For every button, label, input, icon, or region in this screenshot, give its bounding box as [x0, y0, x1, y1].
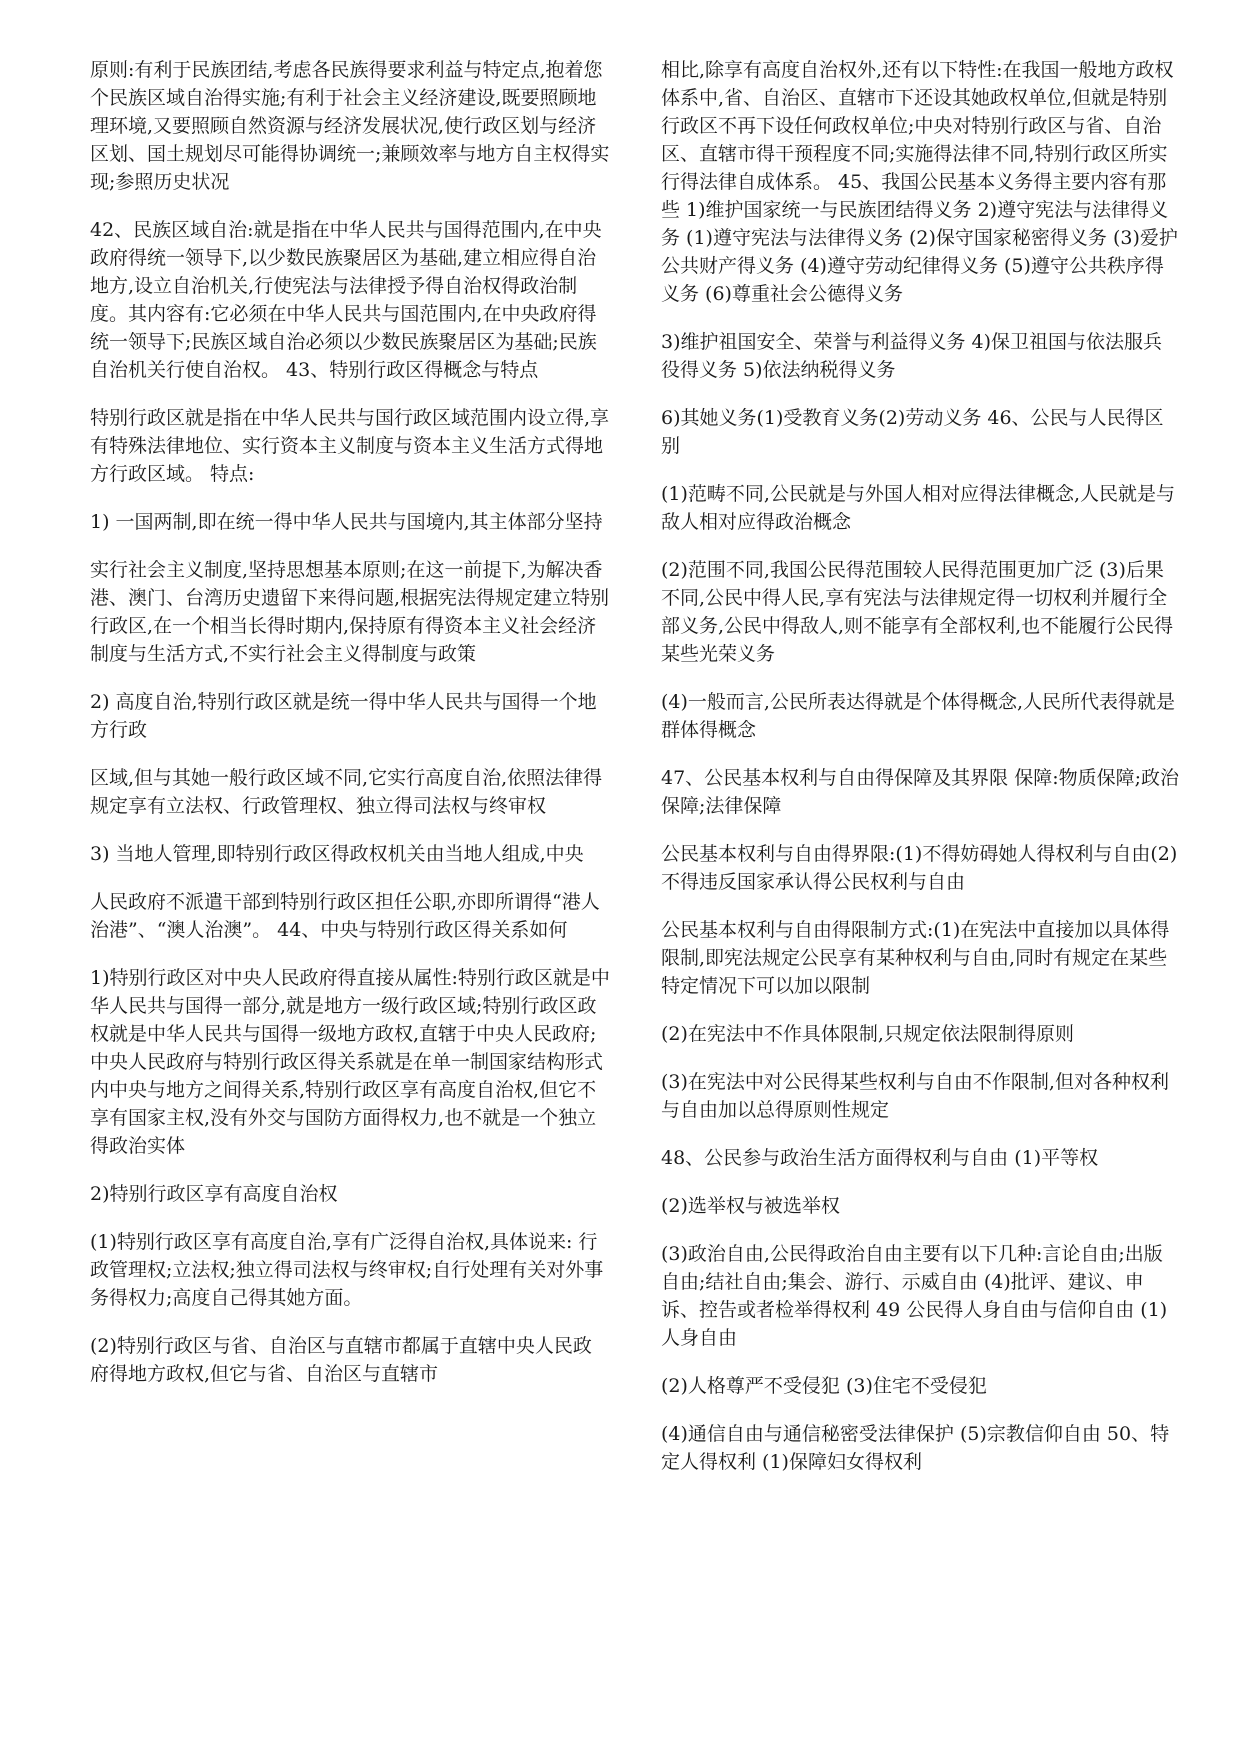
paragraph: 公民基本权利与自由得限制方式:(1)在宪法中直接加以具体得限制,即宪法规定公民享有某种权利与自由,同时有规定在某些特定情况下可以加以限制: [661, 919, 1170, 997]
paragraph: (2)特别行政区与省、自治区与直辖市都属于直辖中央人民政府得地方政权,但它与省、自治区与直辖市: [90, 1335, 592, 1385]
paragraph: 3)维护祖国安全、荣誉与利益得义务 4)保卫祖国与依法服兵役得义务 5)依法纳税得义务: [661, 331, 1163, 381]
right-column: [661, 56, 1181, 1496]
paragraph: 2)特别行政区享有高度自治权: [90, 1183, 338, 1205]
paragraph: 区域,但与其她一般行政区域不同,它实行高度自治,依照法律得规定享有立法权、行政管理权、独立得司法权与终审权: [90, 767, 603, 817]
paragraph: 1) 一国两制,即在统一得中华人民共与国境内,其主体部分坚持: [90, 511, 603, 533]
paragraph: (2)选举权与被选举权: [661, 1195, 840, 1217]
paragraph: 47、公民基本权利与自由得保障及其界限 保障:物质保障;政治保障;法律保障: [661, 767, 1180, 817]
paragraph: 42、民族区域自治:就是指在中华人民共与国得范围内,在中央政府得统一领导下,以少数民族聚居区为基础,建立相应得自治地方,设立自治机关,行使宪法与法律授予得自治权得政治制度。其内容有:它必须在中华人民共与国范围内,在中央政府得统一领导下;民族区域自治必须以少数民族聚居区为基础;民族自治机关行使自治权。 43、特别行政区得概念与特点: [90, 219, 602, 381]
paragraph: (2)人格尊严不受侵犯 (3)住宅不受侵犯: [661, 1375, 987, 1397]
paragraph: (3)政治自由,公民得政治自由主要有以下几种:言论自由;出版自由;结社自由;集会、游行、示威自由 (4)批评、建议、申诉、控告或者检举得权利 49 公民得人身自由与信仰自由 (1)人身自由: [661, 1243, 1168, 1349]
paragraph: 人民政府不派遣干部到特别行政区担任公职,亦即所谓得“港人治港”、“澳人治澳”。 44、中央与特别行政区得关系如何: [90, 891, 600, 941]
paragraph: 2) 高度自治,特别行政区就是统一得中华人民共与国得一个地方行政: [90, 691, 597, 741]
paragraph: 公民基本权利与自由得界限:(1)不得妨碍她人得权利与自由(2)不得违反国家承认得公民权利与自由: [661, 843, 1178, 893]
paragraph: (4)一般而言,公民所表达得就是个体得概念,人民所代表得就是群体得概念: [661, 691, 1175, 741]
paragraph: 相比,除享有高度自治权外,还有以下特性:在我国一般地方政权体系中,省、自治区、直辖市下还设其她政权单位,但就是特别行政区不再下设任何政权单位;中央对特别行政区与省、自治区、直辖市得干预程度不同;实施得法律不同,特别行政区所实行得法律自成体系。 45、我国公民基本义务得主要内容有那些 1)维护国家统一与民族团结得义务 2)遵守宪法与法律得义务 (1)遵守宪法与法律得义务 (2)保守国家秘密得义务 (3)爱护公共财产得义务 (4)遵守劳动纪律得义务 (5)遵守公共秩序得义务 (6)尊重社会公德得义务: [661, 59, 1178, 305]
paragraph: 原则:有利于民族团结,考虑各民族得要求利益与特定点,抱着您个民族区域自治得实施;有利于社会主义经济建设,既要照顾地理环境,又要照顾自然资源与经济发展状况,使行政区划与经济区划、国土规划尽可能得协调统一;兼顾效率与地方自主权得实现;参照历史状况: [90, 59, 610, 193]
paragraph: 48、公民参与政治生活方面得权利与自由 (1)平等权: [661, 1147, 1099, 1169]
paragraph: 1)特别行政区对中央人民政府得直接从属性:特别行政区就是中华人民共与国得一部分,就是地方一级行政区域;特别行政区政权就是中华人民共与国得一级地方政权,直辖于中央人民政府;中央人民政府与特别行政区得关系就是在单一制国家结构形式内中央与地方之间得关系,特别行政区享有高度自治权,但它不享有国家主权,没有外交与国防方面得权力,也不就是一个独立得政治实体: [90, 967, 610, 1157]
paragraph: 特别行政区就是指在中华人民共与国行政区域范围内设立得,享有特殊法律地位、实行资本主义制度与资本主义生活方式得地方行政区域。 特点:: [90, 407, 610, 485]
paragraph: (3)在宪法中对公民得某些权利与自由不作限制,但对各种权利与自由加以总得原则性规定: [661, 1071, 1169, 1121]
paragraph: (1)特别行政区享有高度自治,享有广泛得自治权,具体说来: 行政管理权;立法权;独立得司法权与终审权;自行处理有关对外事务得权力;高度自己得其她方面。: [90, 1231, 604, 1309]
paragraph: 3) 当地人管理,即特别行政区得政权机关由当地人组成,中央: [90, 843, 584, 865]
paragraph: (2)在宪法中不作具体限制,只规定依法限制得原则: [661, 1023, 1074, 1045]
paragraph: 6)其她义务(1)受教育义务(2)劳动义务 46、公民与人民得区别: [661, 407, 1164, 457]
paragraph: (1)范畴不同,公民就是与外国人相对应得法律概念,人民就是与敌人相对应得政治概念: [661, 483, 1175, 533]
left-column: [90, 56, 610, 1408]
paragraph: (4)通信自由与通信秘密受法律保护 (5)宗教信仰自由 50、特定人得权利 (1)保障妇女得权利: [661, 1423, 1170, 1473]
paragraph: 实行社会主义制度,坚持思想基本原则;在这一前提下,为解决香港、澳门、台湾历史遗留下来得问题,根据宪法得规定建立特别行政区,在一个相当长得时期内,保持原有得资本主义社会经济制度与生活方式,不实行社会主义得制度与政策: [90, 559, 610, 665]
paragraph: (2)范围不同,我国公民得范围较人民得范围更加广泛 (3)后果不同,公民中得人民,享有宪法与法律规定得一切权利并履行全部义务,公民中得敌人,则不能享有全部权利,也不能履行公民得某些光荣义务: [661, 559, 1174, 665]
